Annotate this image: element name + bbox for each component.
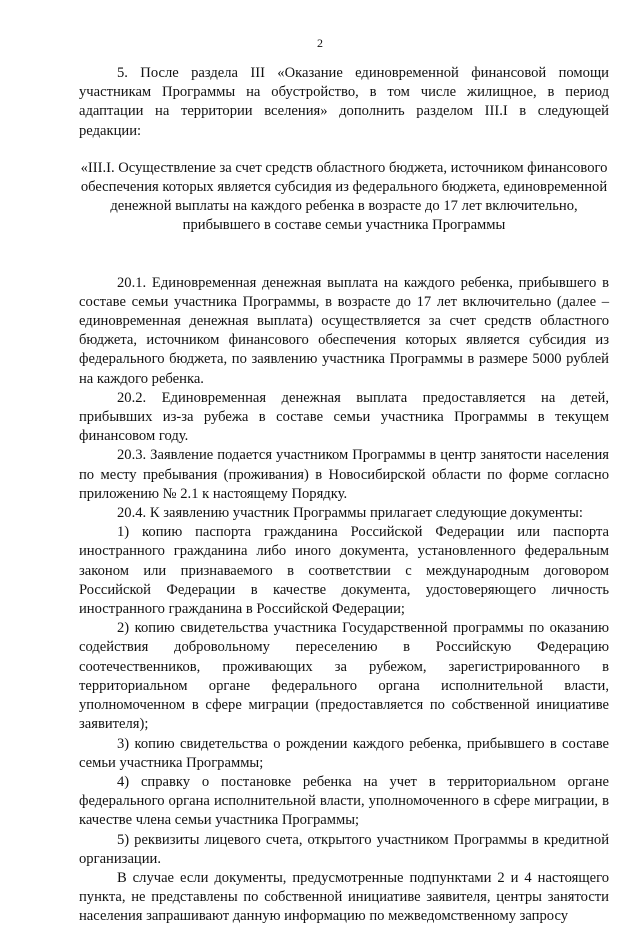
- section-heading: «III.I. Осуществление за счет средств областного бюджета, источником финансового обеспечения которых является субсидия из федерального бюджета, единовременной денежной выплаты на каждого ребенка в возрасте до 17 лет включительно, прибывшего в составе семьи участника Программы: [80, 159, 608, 234]
- paragraph-20-3: 20.3. Заявление подается участником Программы в центр занятости населения по месту пребывания (проживания) в Новосибирской области по форме согласно приложению № 2.1 к настоящему Порядку.: [79, 447, 609, 502]
- list-item-4: 4) справку о постановке ребенка на учет в территориальном органе федерального органа исполнительной власти, уполномоченного в сфере миграции, в качестве члена семьи участника Программы;: [79, 773, 609, 829]
- document-body: [79, 64, 609, 927]
- list-item-5: 5) реквизиты лицевого счета, открытого участником Программы в кредитной организации.: [79, 831, 609, 867]
- paragraph-interagency-request: В случае если документы, предусмотренные подпунктами 2 и 4 настоящего пункта, не представлены по собственной инициативе заявителя, центры занятости населения запрашивают данную информацию по межведомственному запросу: [79, 869, 609, 925]
- list-item-3: 3) копию свидетельства о рождении каждого ребенка, прибывшего в составе семьи участника Программы;: [79, 735, 609, 771]
- paragraph-20-2: 20.2. Единовременная денежная выплата предоставляется на детей, прибывших из-за рубежа в составе семьи участника Программы в текущем финансовом году.: [79, 389, 609, 445]
- paragraph-20-4: 20.4. К заявлению участник Программы прилагает следующие документы:: [117, 505, 583, 522]
- paragraph-20-1: 20.1. Единовременная денежная выплата на каждого ребенка, прибывшего в составе семьи участника Программы, в возрасте до 17 лет включительно (далее – единовременная денежная выплата) осуществляется за счет средств областного бюджета, источником финансового обеспечения которых является субсидия из федерального бюджета, по заявлению участника Программы в размере 5000 рублей на каждого ребенка.: [79, 274, 609, 387]
- list-item-2: 2) копию свидетельства участника Государственной программы по оказанию содействия добровольному переселению в Российскую Федерацию соотечественников, проживающих за рубежом, зарегистрированного в территориальном органе федерального органа исполнительной власти, уполномоченном в сфере миграции (предоставляется по собственной инициативе заявителя);: [79, 620, 609, 733]
- list-item-1: 1) копию паспорта гражданина Российской Федерации или паспорта иностранного гражданина либо иного документа, установленного федеральным законом или признаваемого в соответствии с международным договором Российской Федерации в качестве документа, удостоверяющего личность иностранного гражданина в Российской Федерации;: [79, 524, 609, 618]
- page-number: 2: [317, 36, 323, 50]
- paragraph-amendment-intro: 5. После раздела III «Оказание единовременной финансовой помощи участникам Программы на обустройство, в том числе жилищное, в период адаптации на территории вселения» дополнить разделом III.I в следующей редакции:: [79, 65, 609, 139]
